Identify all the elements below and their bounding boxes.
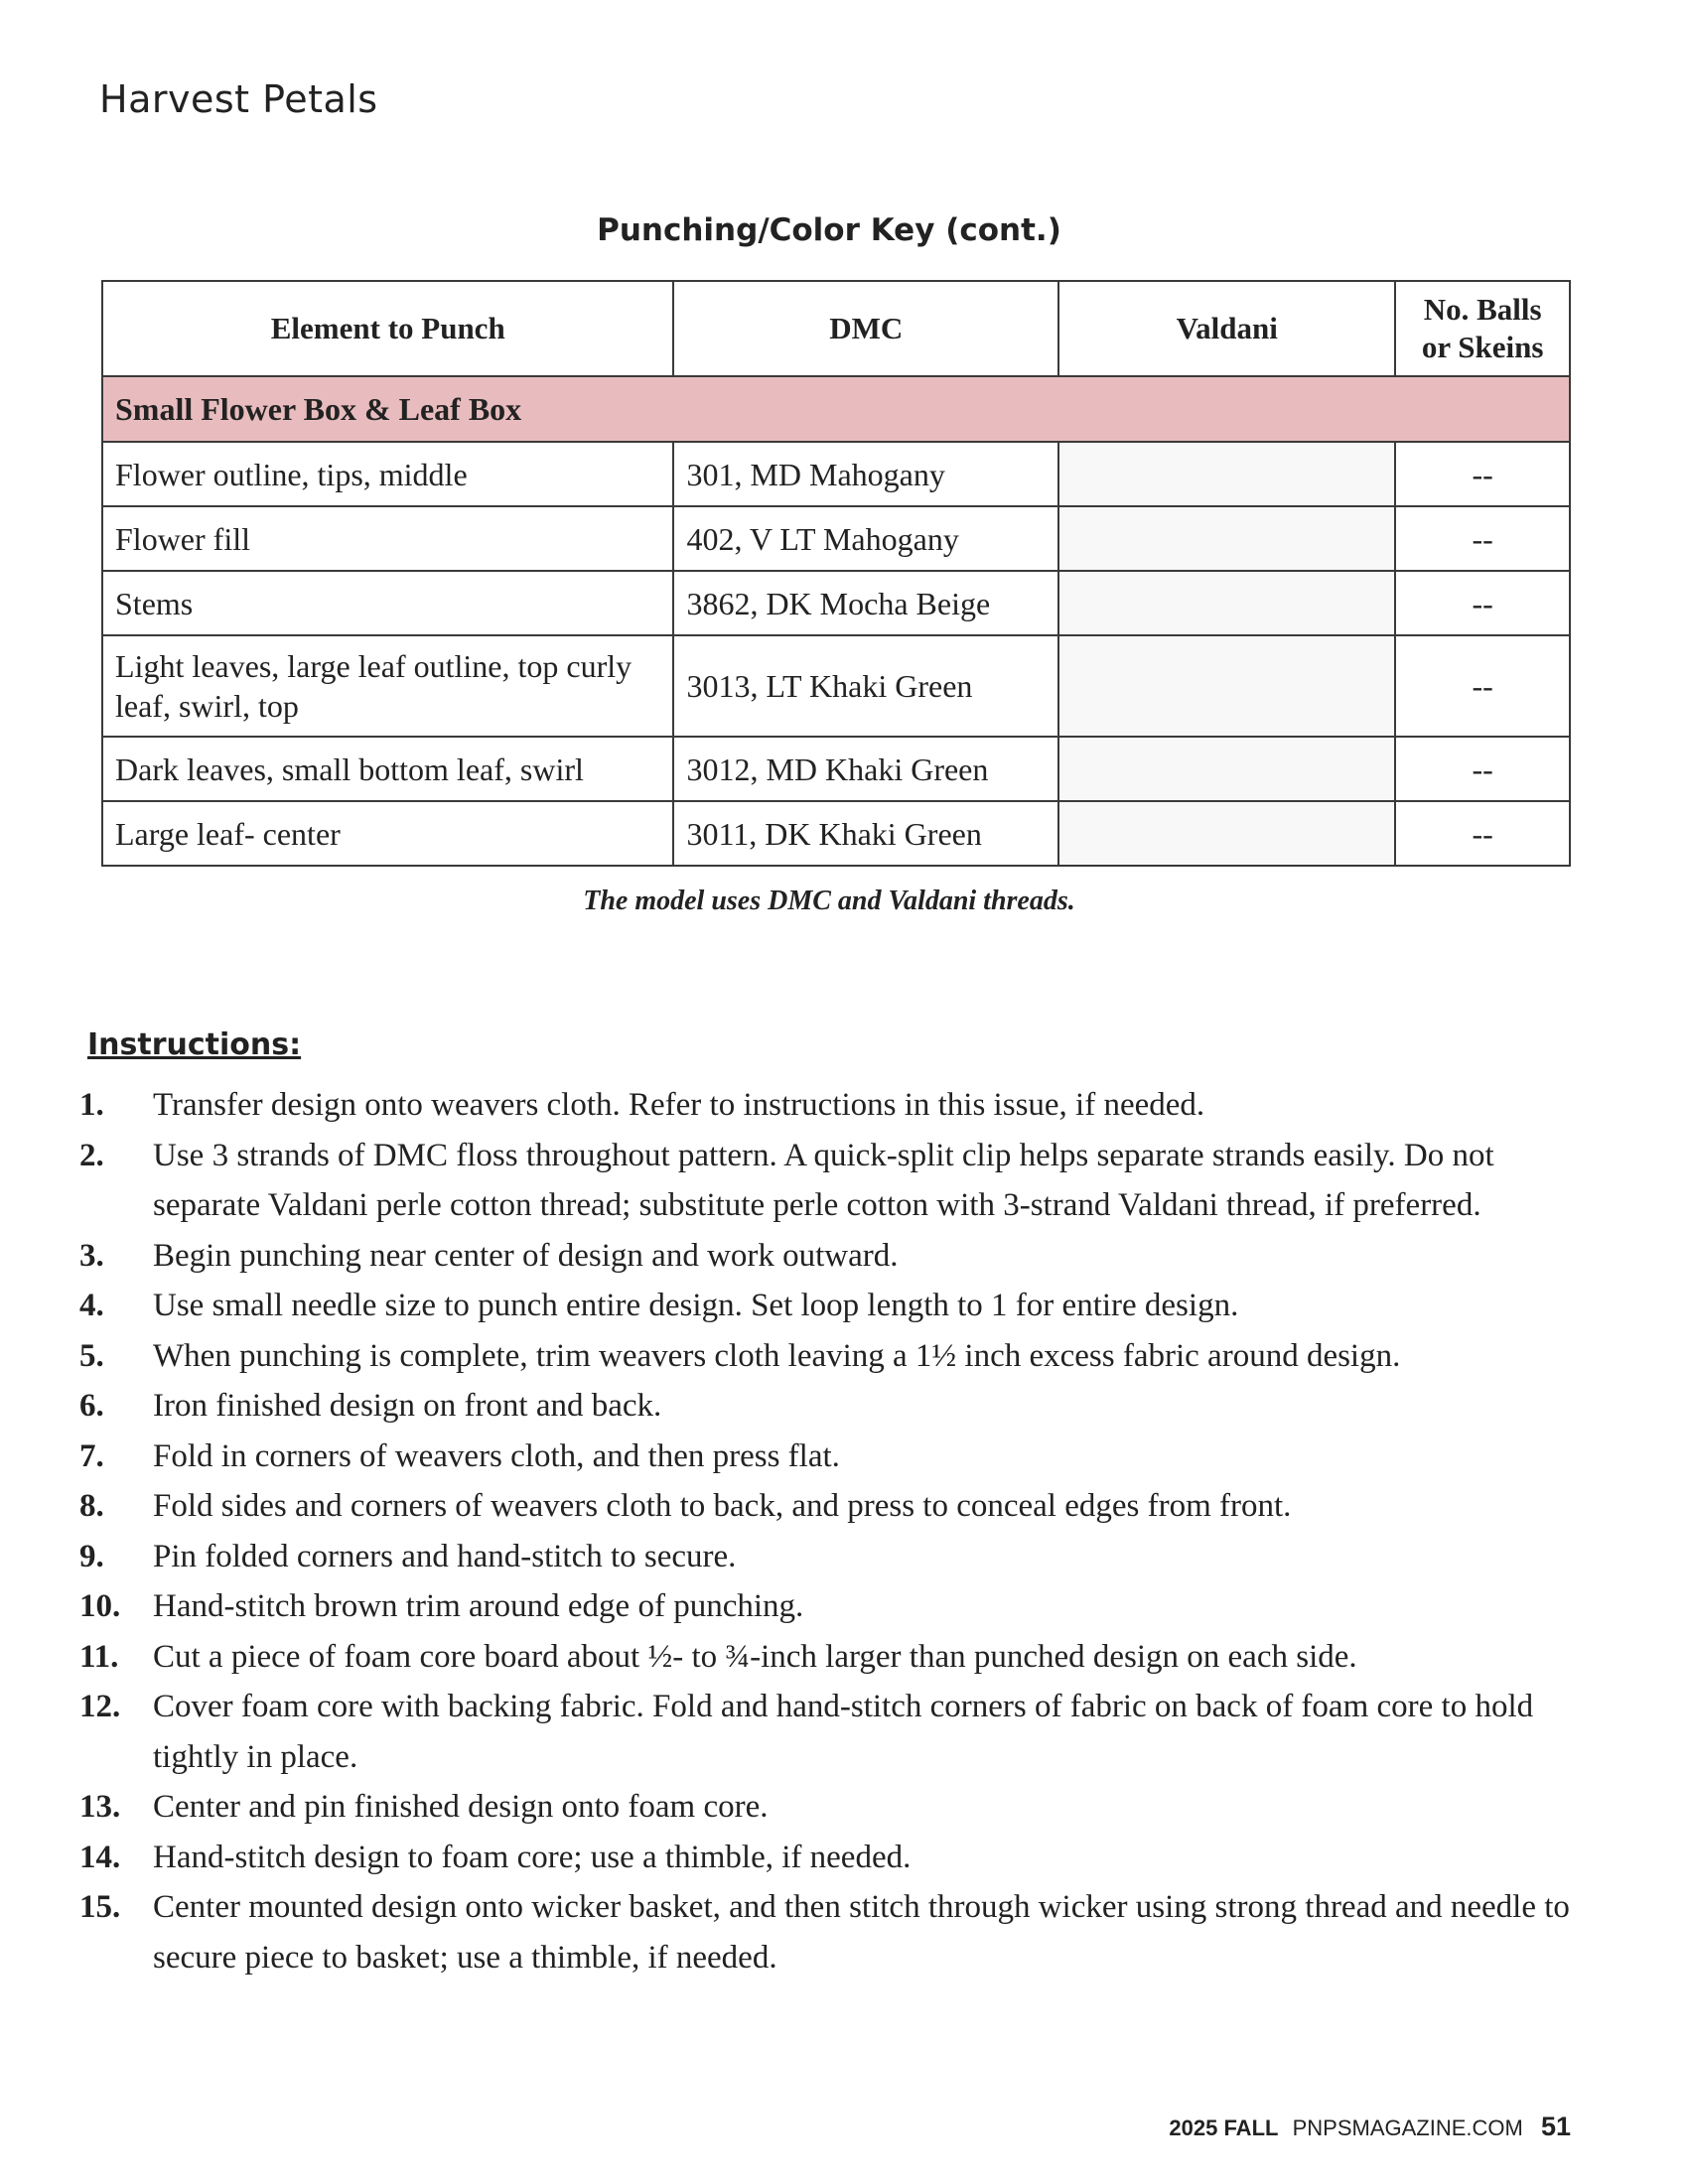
step-text: Iron finished design on front and back. [153,1388,662,1424]
step-number: 9. [79,1538,104,1574]
step-number: 7. [79,1437,104,1474]
list-item [79,1632,1609,1683]
step-text: Use 3 strands of DMC floss throughout pattern. A quick-split clip helps separate strands easily. Do not separate Valdani perle cotton thread; substitute perle cotton with 3-strand Valdani thread, if preferred. [153,1137,1494,1223]
table-header-row [102,281,1570,376]
list-item [79,1331,1609,1382]
table-note: The model uses DMC and Valdani threads. [583,886,1075,916]
step-text: Begin punching near center of design and work outward. [153,1237,899,1274]
instruction-list [79,1080,1609,1982]
step-number: 6. [79,1388,104,1424]
step-number: 11. [79,1638,119,1675]
page-title: Harvest Petals [99,77,378,121]
table-row [102,635,1570,737]
cell-element: Stems [102,571,673,635]
cell-element: Flower fill [102,506,673,571]
list-item [79,1281,1609,1331]
cell-valdani [1058,506,1395,571]
step-text: Center and pin finished design onto foam core. [153,1789,769,1825]
section-row [102,376,1570,442]
cell-dmc: 3862, DK Mocha Beige [673,571,1058,635]
step-text: Cover foam core with backing fabric. Fold and hand-stitch corners of fabric on back of foam core to hold tightly in place. [153,1689,1534,1775]
step-number: 13. [79,1789,121,1825]
table-row [102,442,1570,506]
page-footer [1169,2112,1571,2142]
cell-valdani [1058,635,1395,737]
step-text: Fold in corners of weavers cloth, and then press flat. [153,1437,840,1474]
list-item [79,1381,1609,1432]
table-row [102,571,1570,635]
cell-element: Light leaves, large leaf outline, top curly leaf, swirl, top [102,635,673,737]
step-number: 15. [79,1889,121,1925]
list-item [79,1833,1609,1883]
header-dmc: DMC [673,281,1058,376]
list-item [79,1131,1609,1231]
cell-count: -- [1395,635,1570,737]
color-key-table [101,280,1571,867]
step-text: When punching is complete, trim weavers cloth leaving a 1½ inch excess fabric around design. [153,1337,1401,1374]
cell-dmc: 402, V LT Mahogany [673,506,1058,571]
list-item [79,1080,1609,1131]
step-text: Hand-stitch design to foam core; use a thimble, if needed. [153,1839,912,1875]
list-item [79,1231,1609,1282]
header-valdani: Valdani [1058,281,1395,376]
step-number: 2. [79,1137,104,1173]
list-item [79,1682,1609,1782]
cell-element: Flower outline, tips, middle [102,442,673,506]
section-label: Small Flower Box & Leaf Box [102,376,1570,442]
list-item [79,1432,1609,1482]
step-text: Cut a piece of foam core board about ½- to ¾-inch larger than punched design on each side. [153,1638,1357,1675]
cell-count: -- [1395,506,1570,571]
cell-count: -- [1395,737,1570,801]
cell-count: -- [1395,442,1570,506]
cell-dmc: 3013, LT Khaki Green [673,635,1058,737]
step-text: Pin folded corners and hand-stitch to secure. [153,1538,737,1574]
step-text: Hand-stitch brown trim around edge of punching. [153,1588,804,1624]
cell-dmc: 301, MD Mahogany [673,442,1058,506]
cell-count: -- [1395,801,1570,866]
table-row [102,737,1570,801]
step-number: 10. [79,1588,121,1624]
header-element: Element to Punch [102,281,673,376]
step-number: 1. [79,1087,104,1123]
instructions-heading: Instructions: [87,1027,302,1062]
cell-element: Dark leaves, small bottom leaf, swirl [102,737,673,801]
list-item [79,1782,1609,1833]
cell-count: -- [1395,571,1570,635]
step-number: 8. [79,1488,104,1524]
table-title: Punching/Color Key (cont.) [597,212,1061,248]
cell-valdani [1058,442,1395,506]
step-number: 4. [79,1288,104,1323]
cell-element: Large leaf- center [102,801,673,866]
list-item [79,1532,1609,1582]
step-text: Transfer design onto weavers cloth. Refer to instructions in this issue, if needed. [153,1087,1205,1123]
step-text: Use small needle size to punch entire design. Set loop length to 1 for entire design. [153,1288,1239,1323]
step-number: 5. [79,1337,104,1374]
table-row [102,801,1570,866]
cell-dmc: 3012, MD Khaki Green [673,737,1058,801]
step-number: 12. [79,1689,121,1724]
footer-site: PNPSMAGAZINE.COM [1292,2116,1523,2140]
page-number: 51 [1540,2112,1571,2141]
list-item [79,1581,1609,1632]
step-number: 14. [79,1839,121,1875]
cell-dmc: 3011, DK Khaki Green [673,801,1058,866]
cell-valdani [1058,571,1395,635]
cell-valdani [1058,737,1395,801]
cell-valdani [1058,801,1395,866]
header-count: No. Balls or Skeins [1395,281,1570,376]
list-item [79,1481,1609,1532]
list-item [79,1882,1609,1982]
table-row [102,506,1570,571]
step-text: Center mounted design onto wicker basket, and then stitch through wicker using strong thread and needle to secure piece to basket; use a thimble, if needed. [153,1889,1570,1976]
footer-issue: 2025 FALL [1169,2116,1279,2140]
step-text: Fold sides and corners of weavers cloth to back, and press to conceal edges from front. [153,1488,1292,1524]
step-number: 3. [79,1237,104,1274]
